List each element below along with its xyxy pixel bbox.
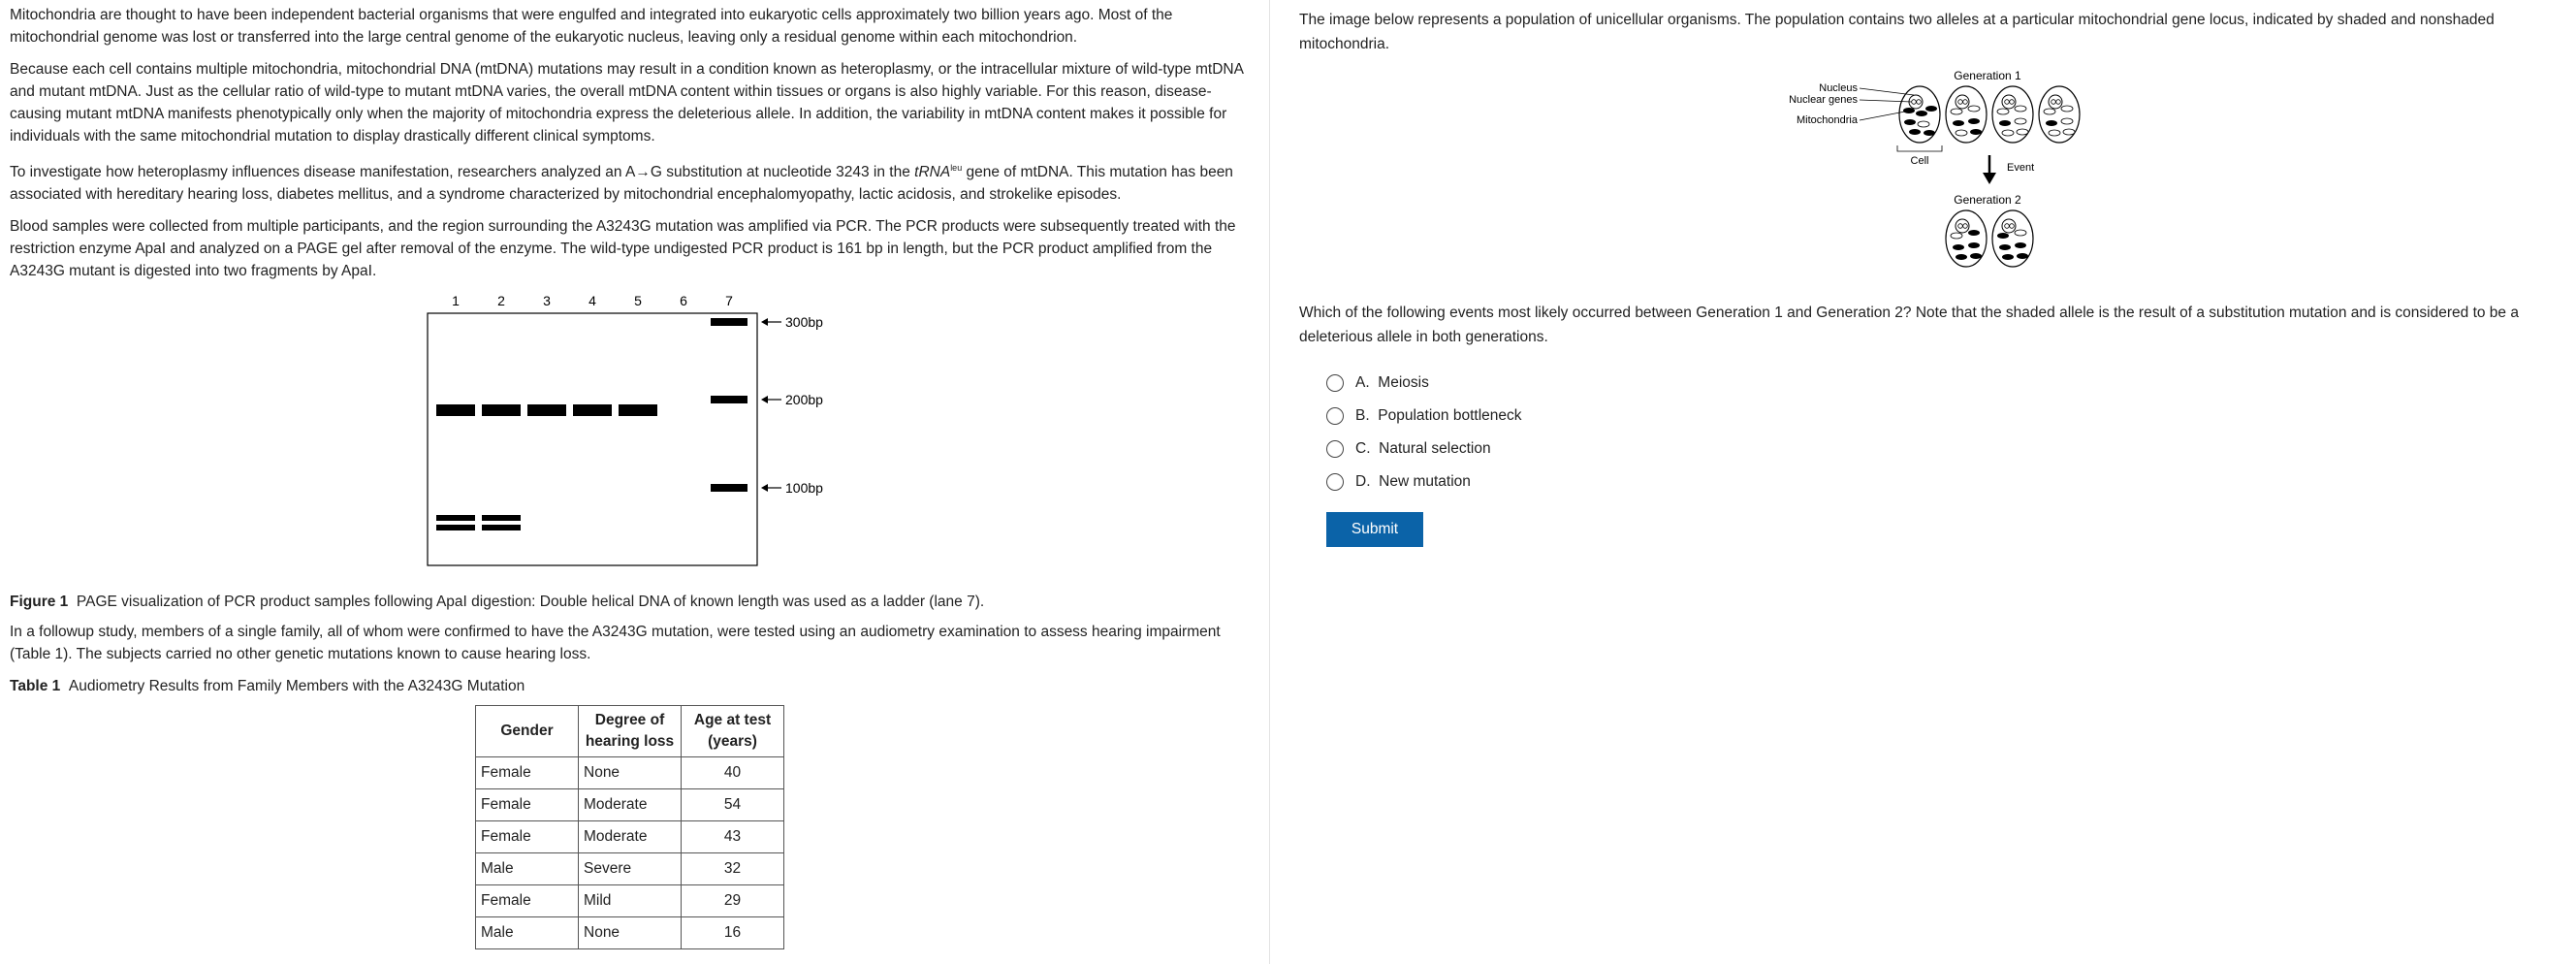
band-lane2-frag-a xyxy=(482,515,521,521)
table-1-caption-text: Audiometry Results from Family Members with the A3243G Mutation xyxy=(68,678,525,695)
table-row xyxy=(476,885,784,917)
cell-gender: Female xyxy=(476,757,579,789)
svg-text:100bp: 100bp xyxy=(785,480,823,497)
radio-c[interactable] xyxy=(1326,440,1344,458)
cell-age: 29 xyxy=(682,885,784,917)
ladder-band-100 xyxy=(711,484,747,492)
svg-text:300bp: 300bp xyxy=(785,314,823,331)
lane-label-7: 7 xyxy=(725,293,733,309)
band-lane2-frag-b xyxy=(482,525,521,530)
p3-text-b: gene of mtDNA. This mutation has been associated with hereditary hearing loss, diabetes mellitus, and a syndrome characterized by mitochondrial encephalomyopathy, lactic acidosis, and strokelike episodes. xyxy=(10,164,1233,204)
cell-gender: Male xyxy=(476,917,579,949)
audiometry-table xyxy=(475,705,784,949)
cell-hearing-loss: Moderate xyxy=(579,789,682,821)
answer-options xyxy=(1326,367,2576,498)
gen1-cell-2 xyxy=(1946,86,1987,143)
option-a-letter: A. xyxy=(1355,374,1370,391)
cell-age: 43 xyxy=(682,821,784,853)
table-row xyxy=(476,789,784,821)
event-arrow xyxy=(1983,155,1996,184)
ladder-band-300 xyxy=(711,318,747,326)
ladder-marker-300 xyxy=(761,314,823,330)
svg-text:200bp: 200bp xyxy=(785,392,823,408)
passage-paragraph-5: In a followup study, members of a single family, all of whom were confirmed to have the A3243G mutation, were tested using an audiometry examination to assess hearing impairment (Table 1). The subjects carried no other genetic mutations known to cause hearing loss. xyxy=(10,624,1221,663)
option-d-letter: D. xyxy=(1355,473,1371,490)
generation-1-label: Generation 1 xyxy=(1954,69,2021,82)
nuclear-genes-label: Nuclear genes xyxy=(1789,94,1858,106)
table-1-caption xyxy=(10,675,1250,697)
option-c-text: Natural selection xyxy=(1379,440,1491,457)
option-b[interactable] xyxy=(1326,400,2576,433)
cell-label: Cell xyxy=(1910,155,1929,167)
cell-gender: Male xyxy=(476,853,579,885)
radio-d[interactable] xyxy=(1326,473,1344,491)
question-panel xyxy=(1270,0,2576,964)
band-lane1-frag-b xyxy=(436,525,475,530)
cell-hearing-loss: Moderate xyxy=(579,821,682,853)
gen2-cell-2 xyxy=(1992,210,2033,267)
header-hearing-loss: Degree of hearing loss xyxy=(579,706,682,757)
cell-hearing-loss: Severe xyxy=(579,853,682,885)
option-d[interactable] xyxy=(1326,466,2576,498)
lane-label-1: 1 xyxy=(452,293,460,309)
radio-b[interactable] xyxy=(1326,407,1344,425)
mitochondria-label: Mitochondria xyxy=(1797,114,1858,126)
cell-hearing-loss: Mild xyxy=(579,885,682,917)
cell-bracket xyxy=(1897,145,1942,151)
band-lane2-161 xyxy=(482,404,521,416)
option-d-text: New mutation xyxy=(1379,473,1471,490)
cell-hearing-loss: None xyxy=(579,917,682,949)
cell-age: 16 xyxy=(682,917,784,949)
gen2-cell-1 xyxy=(1946,210,1987,267)
event-label: Event xyxy=(2007,162,2035,174)
table-row xyxy=(476,917,784,949)
gen1-cell-1 xyxy=(1899,86,1940,143)
population-diagram xyxy=(1789,66,2191,289)
ladder-marker-200 xyxy=(761,392,823,407)
gen1-cell-3 xyxy=(1992,86,2033,143)
cell-gender: Female xyxy=(476,821,579,853)
gel-image xyxy=(10,292,882,583)
option-c-letter: C. xyxy=(1355,440,1371,457)
population-diagram-svg xyxy=(1789,66,2191,289)
band-lane1-frag-a xyxy=(436,515,475,521)
passage-paragraph-4: Blood samples were collected from multiple participants, and the region surrounding the A3243G mutation was amplified via PCR. The PCR products were subsequently treated with the restriction enzyme ApaI and analyzed on a PAGE gel after removal of the enzyme. The wild-type undigested PCR product is 161 bp in length, but the PCR product amplified from the A3243G mutant is digested into two fragments by ApaI. xyxy=(10,218,1236,280)
lane-label-3: 3 xyxy=(543,293,551,309)
passage-paragraph-2: Because each cell contains multiple mitochondria, mitochondrial DNA (mtDNA) mutations may result in a condition known as heteroplasmy, or the intracellular mixture of wild-type mtDNA and mutant mtDNA. Just as the cellular ratio of wild-type to mutant mtDNA varies, the overall mtDNA content within tissues or organs is also highly variable. For this reason, disease-causing mutant mtDNA manifests phenotypically only when the majority of mitochondria express the deleterious allele. In addition, the variability in mtDNA content makes it possible for individuals with the same mitochondrial mutation to display drastically different clinical symptoms. xyxy=(10,61,1244,145)
generation-2-label: Generation 2 xyxy=(1954,193,2021,207)
gene-superscript: leu xyxy=(950,163,963,173)
passage-paragraph-1: Mitochondria are thought to have been independent bacterial organisms that were engulfed and integrated into eukaryotic cells approximately two billion years ago. Most of the mitochondrial genome was lost or transferred into the large central genome of the eukaryotic nucleus, leaving only a residual genome within each mitochondrion. xyxy=(10,7,1173,46)
option-a-text: Meiosis xyxy=(1378,374,1429,391)
cell-gender: Female xyxy=(476,789,579,821)
option-c[interactable] xyxy=(1326,433,2576,466)
passage-panel xyxy=(0,0,1270,964)
table-row xyxy=(476,853,784,885)
option-b-text: Population bottleneck xyxy=(1378,407,1522,424)
submit-button[interactable]: Submit xyxy=(1326,512,1423,547)
figure-1-caption-text: PAGE visualization of PCR product samples following ApaI digestion: Double helical DNA of known length was used as a ladder (lane 7). xyxy=(76,594,985,611)
option-a[interactable] xyxy=(1326,367,2576,400)
table-header-row xyxy=(476,706,784,757)
gel-frame xyxy=(428,313,757,565)
passage-paragraph-3 xyxy=(10,157,1250,206)
cell-hearing-loss: None xyxy=(579,757,682,789)
table-row xyxy=(476,821,784,853)
nucleus-label: Nucleus xyxy=(1819,82,1858,94)
gene-name: tRNA xyxy=(914,164,951,181)
cell-age: 40 xyxy=(682,757,784,789)
option-b-letter: B. xyxy=(1355,407,1370,424)
band-lane1-161 xyxy=(436,404,475,416)
figure-1-caption xyxy=(10,591,1250,613)
band-lane4-161 xyxy=(573,404,612,416)
p3-text-a: To investigate how heteroplasmy influences disease manifestation, researchers analyzed an A→G substitution at nucleotide 3243 in the xyxy=(10,164,915,181)
cell-age: 32 xyxy=(682,853,784,885)
figure-1-label: Figure 1 xyxy=(10,594,69,611)
lane-label-2: 2 xyxy=(497,293,505,309)
header-gender: Gender xyxy=(476,706,579,757)
table-1-label: Table 1 xyxy=(10,678,61,695)
question-intro: The image below represents a population of unicellular organisms. The population contains two alleles at a particular mitochondrial gene locus, indicated by shaded and nonshaded mitochondria. xyxy=(1299,12,2495,52)
band-lane5-161 xyxy=(619,404,657,416)
radio-a[interactable] xyxy=(1326,374,1344,392)
band-lane3-161 xyxy=(527,404,566,416)
figure-1-gel xyxy=(10,292,1250,583)
cell-age: 54 xyxy=(682,789,784,821)
ladder-band-200 xyxy=(711,396,747,403)
lane-label-4: 4 xyxy=(588,293,596,309)
cell-gender: Female xyxy=(476,885,579,917)
ladder-marker-100 xyxy=(761,480,823,496)
lane-label-6: 6 xyxy=(680,293,687,309)
lane-label-5: 5 xyxy=(634,293,642,309)
table-row xyxy=(476,757,784,789)
question-stem: Which of the following events most likely occurred between Generation 1 and Generation 2? Note that the shaded allele is the result of a substitution mutation and is considered to be a deleterious allele in both generations. xyxy=(1299,305,2519,345)
header-age: Age at test (years) xyxy=(682,706,784,757)
gen1-cell-4 xyxy=(2039,86,2080,143)
